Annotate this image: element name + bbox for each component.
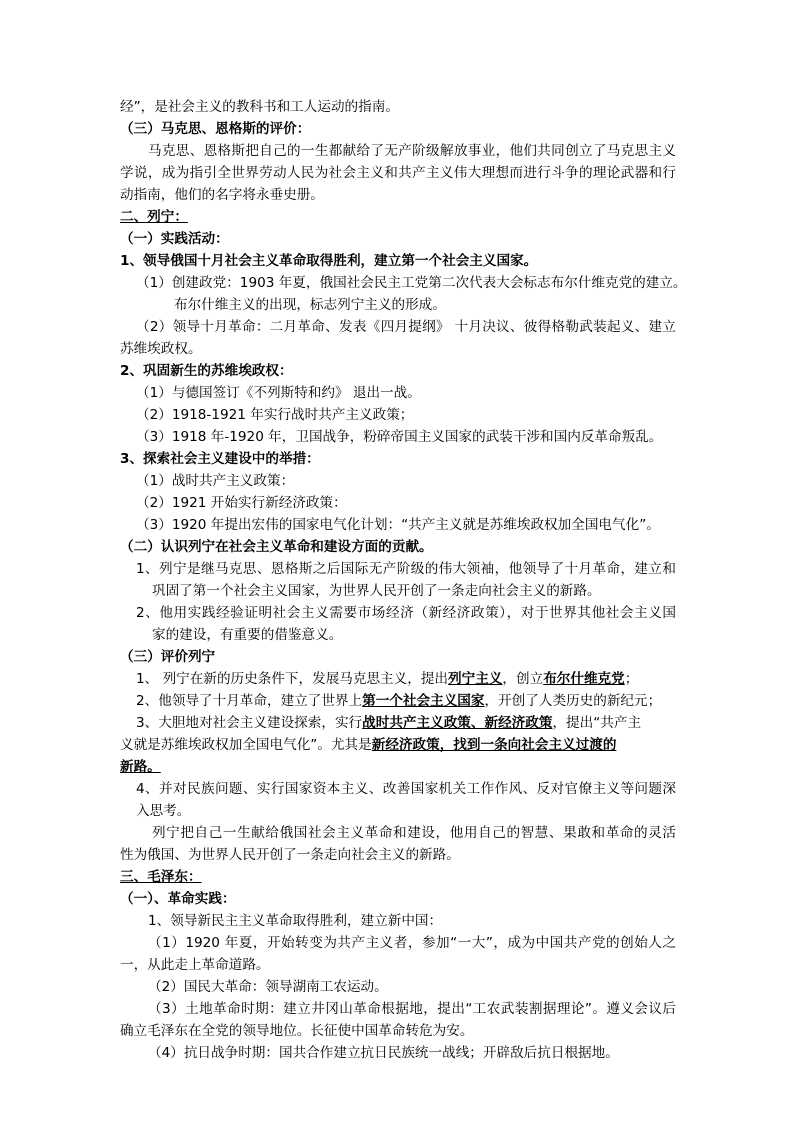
text-line: （3）1920 年提出宏伟的国家电气化计划：“共产主义就是苏维埃政权加全国电气化”。 (136, 517, 660, 533)
text-segment: ，提出“共产主 (552, 715, 642, 731)
text-line: 布尔什维主义的出现，标志列宁主义的形成。 (174, 297, 446, 313)
text-segment: ，开创了人类历史的新纪元； (484, 693, 662, 709)
emphasis-text: 新经济政策，找到一条向社会主义过渡的 (371, 737, 617, 753)
text-line: 入思考。 (136, 803, 191, 819)
text-line: （1）创建政党：1903 年夏，俄国社会民主工党第二次代表大会标志布尔什维克党的建立。 (136, 275, 687, 291)
chapter-heading: 三、毛泽东： (120, 869, 202, 885)
section-heading: （一）、革命实践： (120, 891, 236, 907)
text-line: 一，从此走上革命道路。 (120, 957, 270, 973)
text-line: 苏维埃政权。 (120, 341, 202, 357)
emphasis-text: 战时共产主义政策、新经济政策 (362, 715, 553, 731)
evaluation-line-3 (136, 712, 641, 734)
text-line: 4、并对民族问题、实行国家资本主义、改善国家机关工作作风、反对官僚主义等问题深 (136, 781, 676, 797)
item-heading: 1、领导俄国十月社会主义革命取得胜利，建立第一个社会主义国家。 (120, 253, 538, 269)
evaluation-line-2 (136, 690, 661, 712)
text-line: （4）抗日战争时期：国共合作建立抗日民族统一战线；开辟敌后抗日根据地。 (148, 1045, 619, 1061)
text-line: （1）战时共产主义政策： (136, 473, 295, 489)
chapter-heading: 二、列宁： (120, 209, 188, 225)
text-line: 1、领导新民主主义革命取得胜利，建立新中国： (148, 913, 443, 929)
item-heading: 3、探索社会主义建设中的举措： (120, 451, 320, 467)
text-line: （2）国民大革命：领导湖南工农运动。 (148, 979, 388, 995)
text-line: （1）与德国签订《不列斯特和约》 退出一战。 (136, 385, 421, 401)
text-line: 巩固了第一个社会主义国家，为世界人民开创了一条走向社会主义的新路。 (152, 583, 601, 599)
text-segment: 1、 列宁在新的历史条件下，发展马克思主义，提出 (136, 671, 449, 687)
text-line: （2）1921 开始实行新经济政策： (136, 495, 347, 511)
text-line: （3）1918 年-1920 年，卫国战争，粉碎帝国主义国家的武装干涉和国内反革命叛乱。 (136, 429, 663, 445)
text-segment: 义就是苏维埃政权加全国电气化”。尤其是 (120, 737, 372, 753)
text-line: 性为俄国、为世界人民开创了一条走向社会主义的新路。 (120, 847, 460, 863)
text-line: 1、列宁是继马克思、恩格斯之后国际无产阶级的伟大领袖，他领导了十月革命，建立和 (136, 561, 676, 577)
text-line: 马克思、恩格斯把自己的一生都献给了无产阶级解放事业，他们共同创立了马克思主义 (148, 143, 676, 159)
text-line: （3）土地革命时期：建立井冈山革命根据地，提出“工农武装割据理论”。遵义会议后 (148, 1001, 676, 1017)
emphasis-text: 新路。 (120, 759, 161, 775)
text-line: 确立毛泽东在全党的领导地位。长征使中国革命转危为安。 (120, 1023, 474, 1039)
emphasis-text: 列宁主义 (448, 671, 503, 687)
text-line: （2）1918-1921 年实行战时共产主义政策； (136, 407, 414, 423)
section-heading: （三）马克思、恩格斯的评价： (120, 121, 311, 137)
text-line: 学说，成为指引全世界劳动人民为社会主义和共产主义伟大理想而进行斗争的理论武器和行 (120, 165, 676, 181)
section-heading: （三）评价列宁 (120, 649, 216, 665)
text-segment: ，创立 (502, 671, 544, 687)
text-line: 家的建设，有重要的借鉴意义。 (152, 627, 343, 643)
evaluation-line-1 (136, 668, 638, 690)
section-heading: （二）认识列宁在社会主义革命和建设方面的贡献。 (120, 539, 433, 555)
item-heading: 2、巩固新生的苏维埃政权： (120, 363, 293, 379)
text-segment: ； (624, 671, 639, 687)
emphasis-text: 布尔什维克党 (543, 671, 625, 687)
text-segment: 3、大胆地对社会主义建设探索，实行 (136, 715, 363, 731)
evaluation-line-4 (120, 734, 616, 756)
text-line: （1）1920 年夏，开始转变为共产主义者，参加“一大”，成为中国共产党的创始人之 (148, 935, 676, 951)
text-line: 2、他用实践经验证明社会主义需要市场经济（新经济政策），对于世界其他社会主义国 (136, 605, 676, 621)
text-line: 动指南，他们的名字将永垂史册。 (120, 187, 324, 203)
text-line: 经”，是社会主义的教科书和工人运动的指南。 (120, 99, 399, 115)
text-segment: 2、他领导了十月革命，建立了世界上 (136, 693, 363, 709)
section-heading: （一）实践活动： (120, 231, 229, 247)
text-line: 列宁把自己一生献给俄国社会主义革命和建设，他用自己的智慧、果敢和革命的灵活 (152, 825, 676, 841)
emphasis-text: 第一个社会主义国家 (362, 693, 485, 709)
text-line: （2）领导十月革命：二月革命、发表《四月提纲》 十月决议、彼得格勒武装起义、建立 (136, 319, 676, 335)
